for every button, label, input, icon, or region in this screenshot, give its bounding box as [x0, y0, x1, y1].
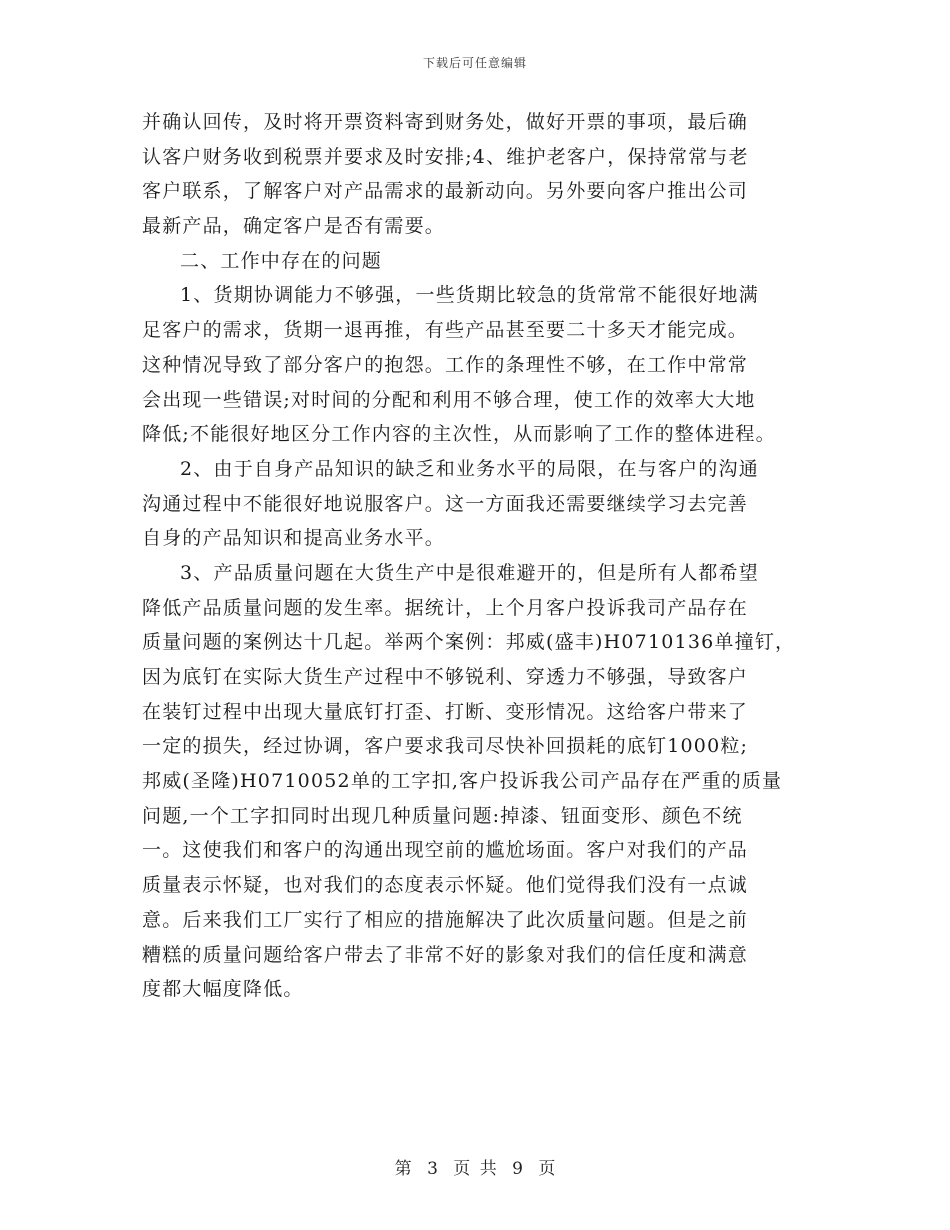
footer-prefix: 第	[394, 1159, 412, 1179]
body-line: 因为底钉在实际大货生产过程中不够锐利、穿透力不够强，导致客户	[142, 666, 749, 688]
body-line: 自身的产品知识和提高业务水平。	[142, 527, 446, 550]
body-line: 会出现一些错误;对时间的分配和利用不够合理，使工作的效率大大地	[142, 388, 756, 411]
body-line: 降低;不能很好地区分工作内容的主次性，从而影响了工作的整体进程。	[142, 423, 776, 446]
body-line: 1、货期协调能力不够强，一些货期比较急的货常常不能很好地满	[180, 284, 759, 307]
body-line: 一。这使我们和客户的沟通出现空前的尴尬场面。客户对我们的产品	[142, 839, 749, 862]
body-line: 邦威(圣隆)H0710052单的工字扣,客户投诉我公司产品存在严重的质量	[142, 770, 783, 793]
body-line: 一定的损失，经过协调，客户要求我司尽快补回损耗的底钉1000粒;	[142, 735, 749, 758]
body-line: 沟通过程中不能很好地说服客户。这一方面我还需要继续学习去完善	[142, 492, 749, 515]
body-line: 糟糕的质量问题给客户带去了非常不好的影象对我们的信任度和满意	[142, 943, 749, 966]
body-line: 足客户的需求，货期一退再推，有些产品甚至要二十多天才能完成。	[142, 319, 749, 342]
section-heading: 二、工作中存在的问题	[180, 249, 383, 272]
total-pages-number: 9	[512, 1159, 523, 1179]
body-line: 降低产品质量问题的发生率。据统计，上个月客户投诉我司产品存在	[142, 596, 749, 619]
body-line: 质量问题的案例达十几起。举两个案例：邦威(盛丰)H0710136单撞钉，	[142, 631, 796, 654]
body-line: 并确认回传，及时将开票资料寄到财务处，做好开票的事项，最后确	[142, 111, 749, 133]
document-body	[142, 105, 822, 1007]
footer-suffix: 页	[538, 1159, 556, 1179]
page-footer	[0, 1154, 950, 1179]
page-header: 下载后可任意编辑	[422, 56, 527, 70]
body-line: 意。后来我们工厂实行了相应的措施解决了此次质量问题。但是之前	[142, 908, 749, 931]
footer-middle: 页 共	[453, 1159, 497, 1179]
body-line: 客户联系，了解客户对产品需求的最新动向。另外要向客户推出公司	[142, 180, 749, 203]
body-line: 最新产品，确定客户是否有需要。	[142, 215, 446, 238]
body-line: 质量表示怀疑，也对我们的态度表示怀疑。他们觉得我们没有一点诚	[142, 874, 749, 897]
body-line: 度都大幅度降低。	[142, 978, 304, 1001]
body-line: 这种情况导致了部分客户的抱怨。工作的条理性不够，在工作中常常	[142, 353, 749, 376]
body-line: 2、由于自身产品知识的缺乏和业务水平的局限，在与客户的沟通	[180, 457, 759, 480]
body-line: 问题,一个工字扣同时出现几种质量问题:掉漆、钮面变形、颜色不统	[142, 804, 743, 827]
body-line: 在装钉过程中出现大量底钉打歪、打断、变形情况。这给客户带来了	[142, 700, 749, 723]
body-line: 3、产品质量问题在大货生产中是很难避开的，但是所有人都希望	[180, 561, 759, 584]
body-line: 认客户财务收到税票并要求及时安排;4、维护老客户，保持常常与老	[142, 145, 749, 168]
current-page-number: 3	[427, 1159, 438, 1179]
